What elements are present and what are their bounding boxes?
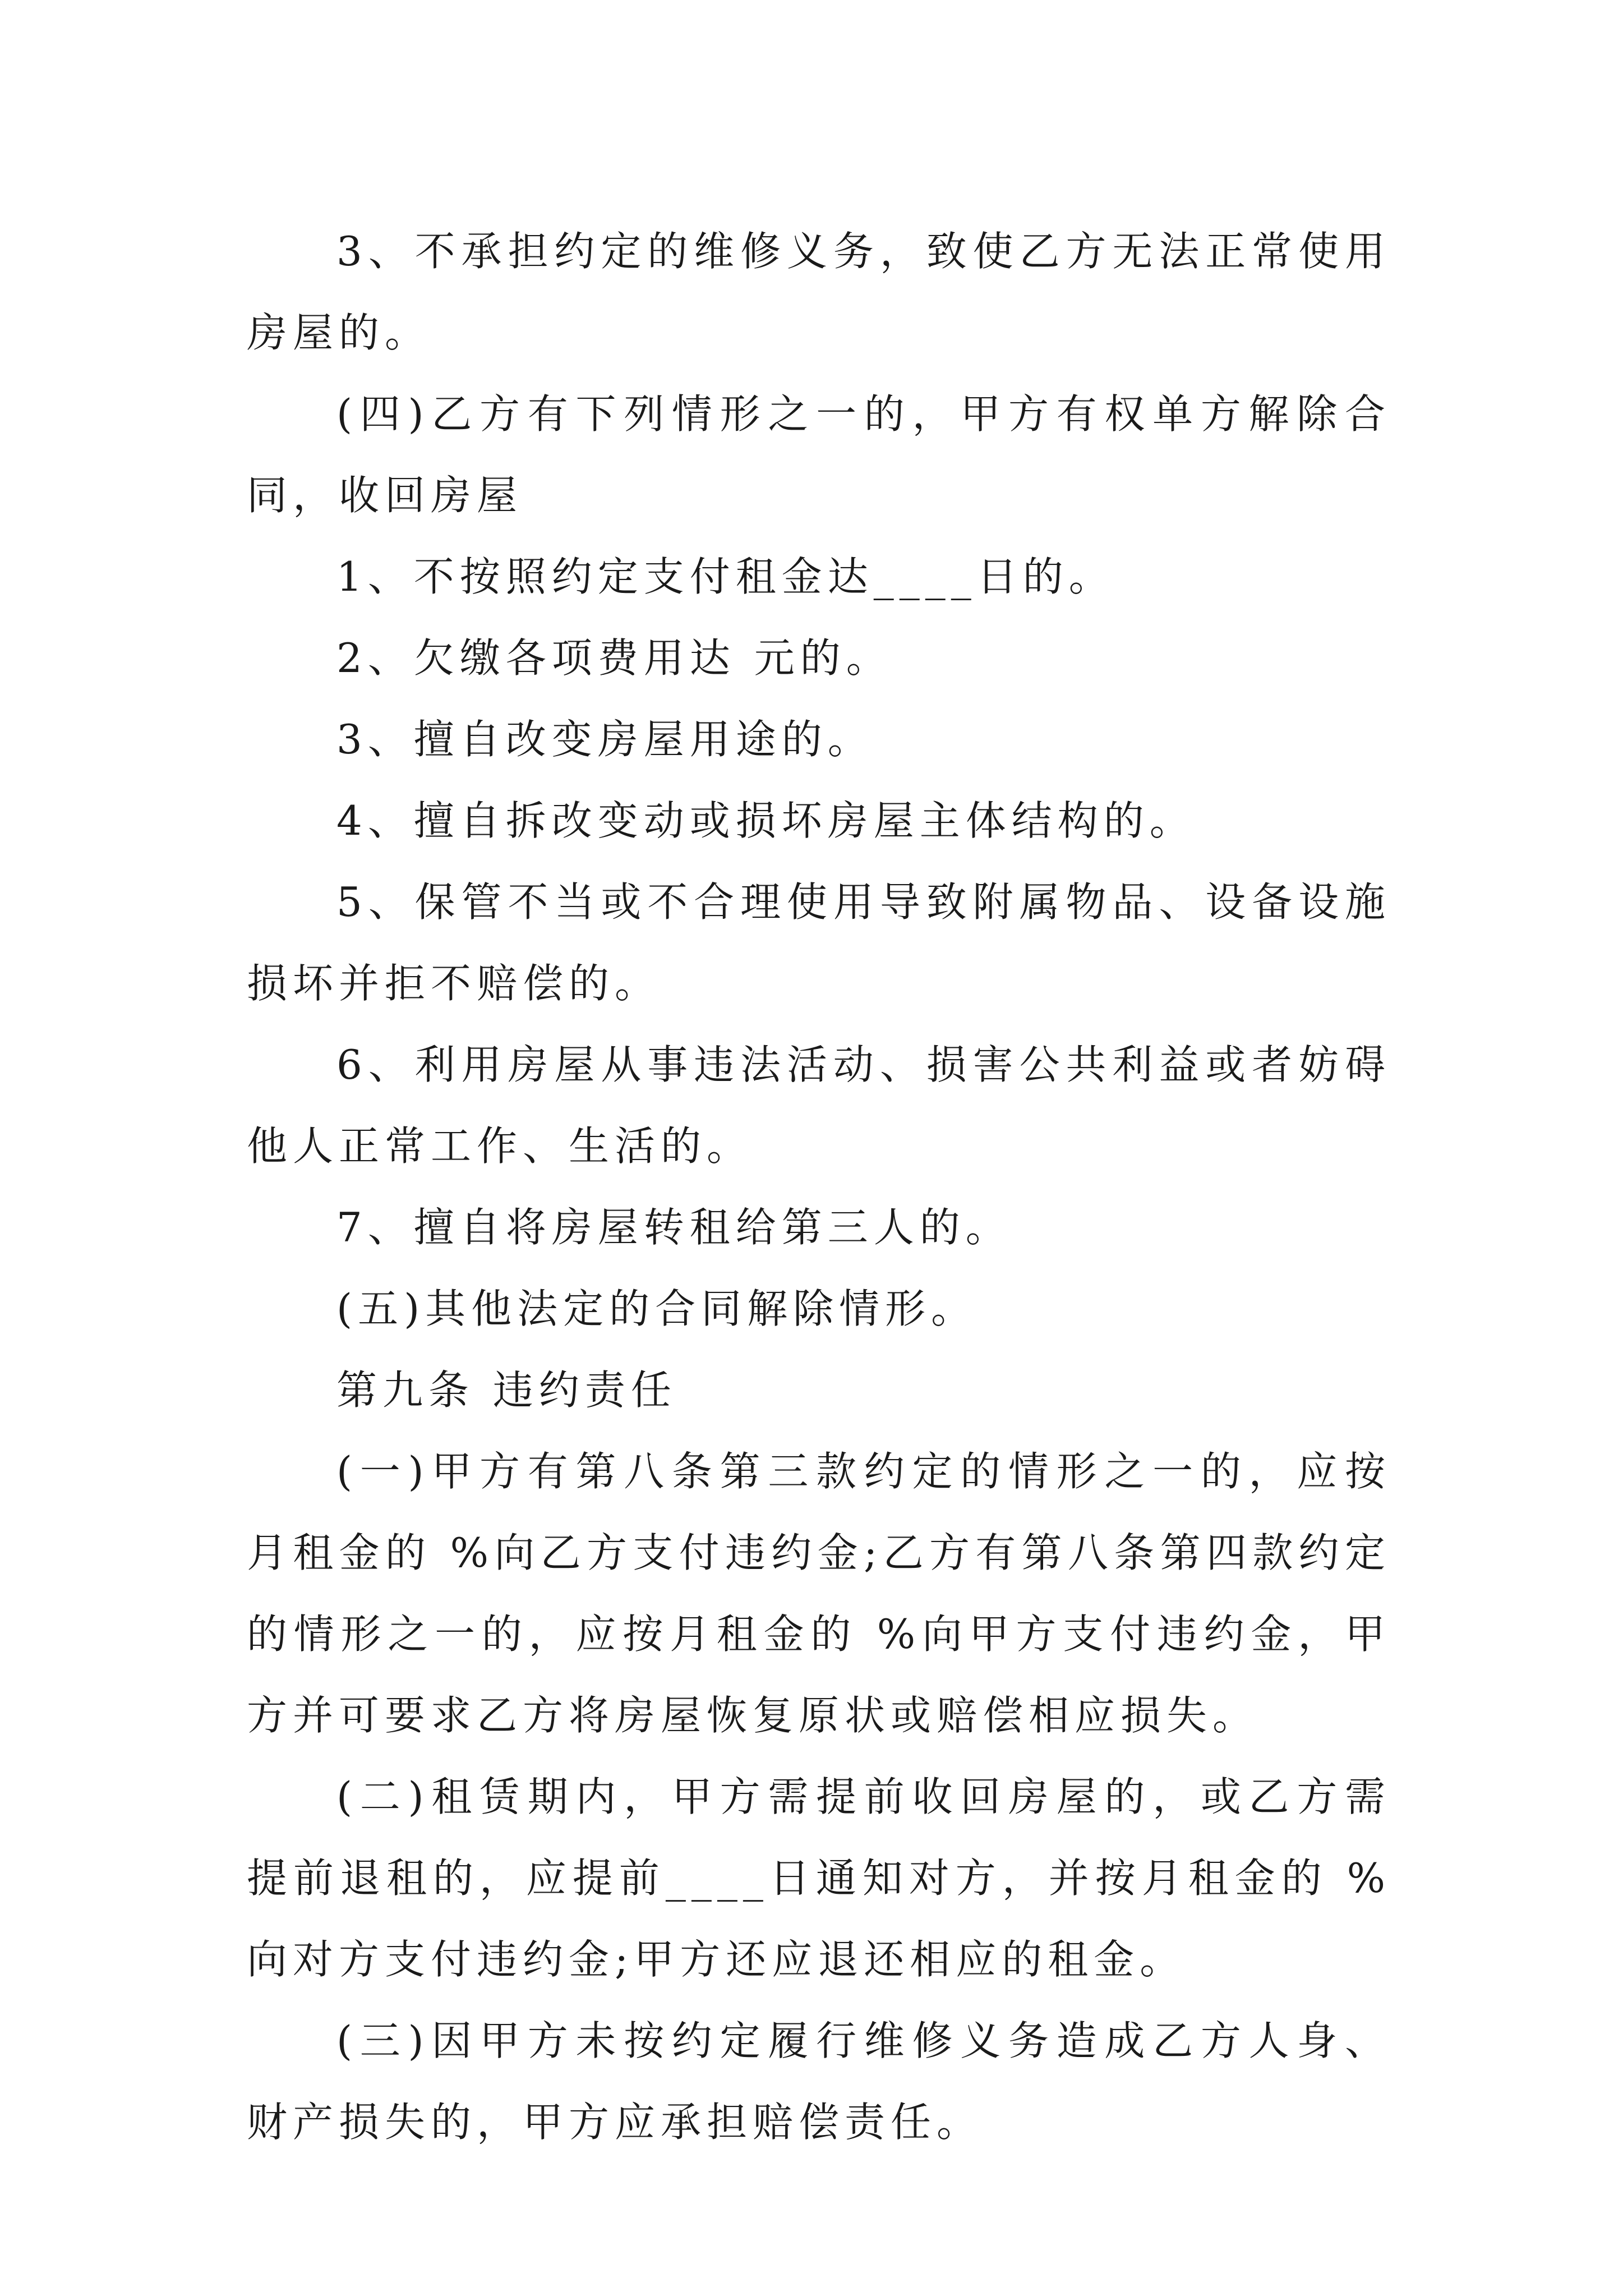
paragraph: (二)租赁期内，甲方需提前收回房屋的，或乙方需提前退租的，应提前____日通知对方，并按月租金的 %向对方支付违约金;甲方还应退还相应的租金。	[247, 1773, 1391, 1983]
paragraph: (五)其他法定的合同解除情形。	[336, 1285, 978, 1332]
paragraph: 7、擅自将房屋转租给第三人的。	[336, 1204, 1012, 1251]
paragraph: 3、擅自改变房屋用途的。	[336, 716, 874, 763]
paragraph: 6、利用房屋从事违法活动、损害公共利益或者妨碍他人正常工作、生活的。	[247, 1041, 1391, 1170]
paragraph: 1、不按照约定支付租金达____日的。	[336, 553, 1115, 600]
paragraph: 2、欠缴各项费用达 元的。	[336, 634, 892, 682]
paragraph: (四)乙方有下列情形之一的，甲方有权单方解除合同，收回房屋	[247, 390, 1391, 519]
paragraph: (一)甲方有第八条第三款约定的情形之一的，应按月租金的 %向乙方支付违约金;乙方有第八条第四款约定的情形之一的，应按月租金的 %向甲方支付违约金，甲方并可要求乙方将房屋恢复原状或赔偿相应损失。	[247, 1448, 1391, 1739]
paragraph: 5、保管不当或不合理使用导致附属物品、设备设施损坏并拒不赔偿的。	[247, 878, 1391, 1007]
paragraph: 3、不承担约定的维修义务，致使乙方无法正常使用房屋的。	[247, 228, 1391, 356]
paragraph: 4、擅自拆改变动或损坏房屋主体结构的。	[336, 797, 1196, 844]
document-body	[247, 211, 1391, 2163]
paragraph: (三)因甲方未按约定履行维修义务造成乙方人身、财产损失的，甲方应承担赔偿责任。	[247, 2017, 1391, 2146]
section-heading: 第九条 违约责任	[336, 1366, 677, 1414]
